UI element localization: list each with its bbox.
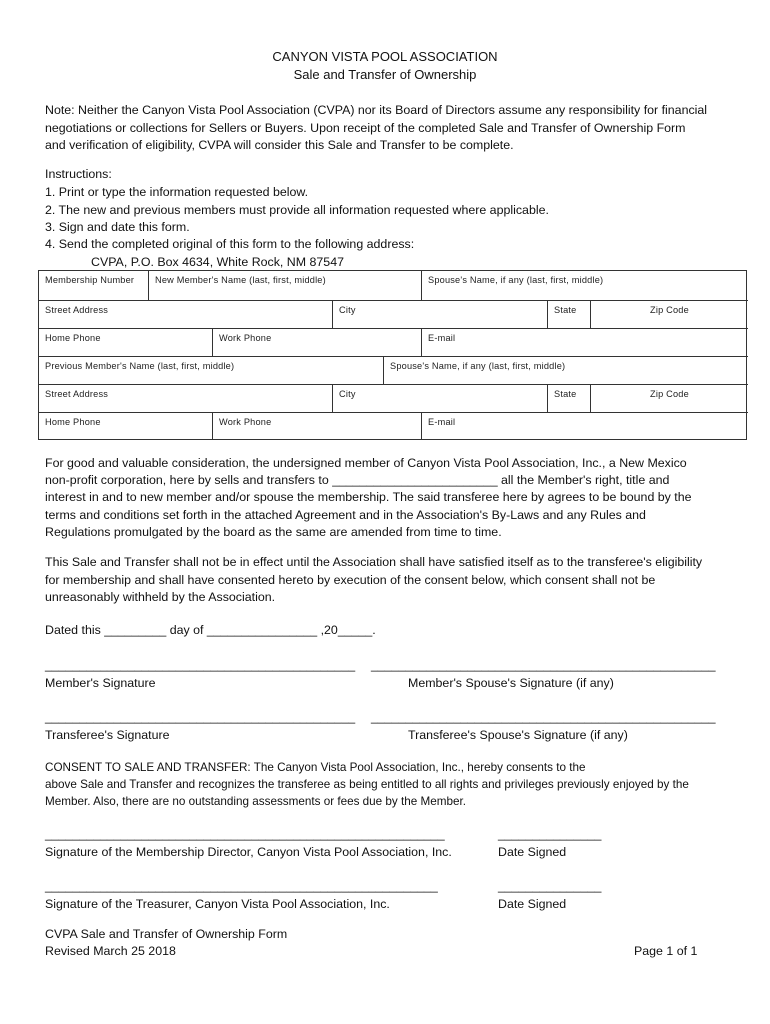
field-label: City bbox=[339, 389, 356, 399]
member-signature-label: Member's Signature bbox=[45, 676, 156, 690]
director-signature-line[interactable]: __________________________________________________________ bbox=[45, 827, 445, 841]
new-zip-code-field[interactable] bbox=[591, 301, 748, 329]
new-work-phone-field[interactable] bbox=[213, 329, 422, 357]
field-label: Spouse's Name, if any (last, first, middle) bbox=[390, 361, 566, 371]
field-label: Spouse's Name, if any (last, first, middle) bbox=[428, 275, 604, 285]
previous-member-name-field[interactable] bbox=[39, 357, 384, 385]
new-spouse-name-field[interactable] bbox=[422, 271, 748, 301]
new-state-field[interactable] bbox=[548, 301, 591, 329]
membership-number-field[interactable] bbox=[39, 271, 149, 301]
director-date-label: Date Signed bbox=[498, 845, 567, 859]
new-home-phone-field[interactable] bbox=[39, 329, 213, 357]
consent-line: CONSENT TO SALE AND TRANSFER: The Canyon Vista Pool Association, Inc., hereby consents to the bbox=[45, 761, 586, 774]
new-city-field[interactable] bbox=[333, 301, 548, 329]
instructions-heading: Instructions: bbox=[45, 167, 112, 181]
treasurer-date-label: Date Signed bbox=[498, 897, 567, 911]
field-label: Street Address bbox=[45, 305, 109, 315]
mailing-address: CVPA, P.O. Box 4634, White Rock, NM 87547 bbox=[91, 255, 344, 269]
agreement-line: non-profit corporation, here by sells and transfers to ________________________ all the Member's right, title and bbox=[45, 473, 670, 487]
dated-line[interactable]: Dated this _________ day of ________________ ,20_____. bbox=[45, 623, 376, 637]
new-member-name-field[interactable] bbox=[149, 271, 422, 301]
field-label: Membership Number bbox=[45, 275, 135, 285]
treasurer-date-line[interactable]: _______________ bbox=[498, 879, 602, 893]
agreement-line: terms and conditions set forth in the attached Agreement and in the Association's By-Laws and any Rules and bbox=[45, 508, 646, 522]
instruction-item: 4. Send the completed original of this form to the following address: bbox=[45, 237, 415, 251]
instruction-item: 3. Sign and date this form. bbox=[45, 220, 190, 234]
field-label: Work Phone bbox=[219, 333, 272, 343]
agreement-line: interest in and to new member and/or spouse the membership. The said transferee here by agrees to be bound by the bbox=[45, 490, 692, 504]
field-label: Previous Member's Name (last, first, middle) bbox=[45, 361, 235, 371]
instruction-item: 2. The new and previous members must provide all information requested where applicable. bbox=[45, 203, 549, 217]
footer-form-name: CVPA Sale and Transfer of Ownership Form bbox=[45, 927, 288, 941]
transferee-signature-label: Transferee's Signature bbox=[45, 728, 170, 742]
previous-street-address-field[interactable] bbox=[39, 385, 333, 413]
field-label: Work Phone bbox=[219, 417, 272, 427]
note-line: and verification of eligibility, CVPA will consider this Sale and Transfer to be complete. bbox=[45, 138, 514, 152]
previous-home-phone-field[interactable] bbox=[39, 413, 213, 439]
field-label: Zip Code bbox=[650, 389, 689, 399]
field-label: Home Phone bbox=[45, 417, 101, 427]
field-label: Zip Code bbox=[650, 305, 689, 315]
consent-line: above Sale and Transfer and recognizes the transferee as being entitled to all rights and privileges previously enjoyed by the bbox=[45, 778, 689, 791]
director-date-line[interactable]: _______________ bbox=[498, 827, 602, 841]
previous-spouse-name-field[interactable] bbox=[384, 357, 748, 385]
member-spouse-signature-line[interactable]: __________________________________________________ bbox=[371, 658, 716, 672]
footer-page-number: Page 1 of 1 bbox=[634, 944, 698, 958]
transferee-signature-line[interactable]: _____________________________________________ bbox=[45, 710, 356, 724]
previous-zip-code-field[interactable] bbox=[591, 385, 748, 413]
director-signature-label: Signature of the Membership Director, Canyon Vista Pool Association, Inc. bbox=[45, 845, 452, 859]
field-label: New Member's Name (last, first, middle) bbox=[155, 275, 326, 285]
field-label: State bbox=[554, 305, 577, 315]
transferee-spouse-signature-line[interactable]: __________________________________________________ bbox=[371, 710, 716, 724]
field-label: State bbox=[554, 389, 577, 399]
field-label: City bbox=[339, 305, 356, 315]
previous-state-field[interactable] bbox=[548, 385, 591, 413]
eligibility-line: for membership and shall have consented hereto by execution of the consent below, which consent shall not be bbox=[45, 573, 656, 587]
previous-work-phone-field[interactable] bbox=[213, 413, 422, 439]
field-label: E-mail bbox=[428, 333, 456, 343]
treasurer-signature-line[interactable]: _________________________________________________________ bbox=[45, 879, 438, 893]
eligibility-line: unreasonably withheld by the Association. bbox=[45, 590, 276, 604]
member-spouse-signature-label: Member's Spouse's Signature (if any) bbox=[408, 676, 614, 690]
footer-revised: Revised March 25 2018 bbox=[45, 944, 176, 958]
form-title: Sale and Transfer of Ownership bbox=[293, 67, 477, 82]
field-label: Home Phone bbox=[45, 333, 101, 343]
member-signature-line[interactable]: _____________________________________________ bbox=[45, 658, 356, 672]
org-title: CANYON VISTA POOL ASSOCIATION bbox=[272, 49, 498, 64]
agreement-line: Regulations promulgated by the board as the same are amended from time to time. bbox=[45, 525, 502, 539]
member-info-table bbox=[38, 270, 747, 440]
previous-city-field[interactable] bbox=[333, 385, 548, 413]
eligibility-line: This Sale and Transfer shall not be in effect until the Association shall have satisfied itself as to the transferee's eligibility bbox=[45, 555, 703, 569]
agreement-line: For good and valuable consideration, the undersigned member of Canyon Vista Pool Association, Inc., a New Mexico bbox=[45, 456, 687, 470]
note-line: negotiations or collections for Sellers or Buyers. Upon receipt of the completed Sale and Transfer of Ownership Form bbox=[45, 121, 686, 135]
field-label: E-mail bbox=[428, 417, 456, 427]
treasurer-signature-label: Signature of the Treasurer, Canyon Vista Pool Association, Inc. bbox=[45, 897, 390, 911]
new-street-address-field[interactable] bbox=[39, 301, 333, 329]
new-email-field[interactable] bbox=[422, 329, 748, 357]
instruction-item: 1. Print or type the information requested below. bbox=[45, 185, 309, 199]
transferee-spouse-signature-label: Transferee's Spouse's Signature (if any) bbox=[408, 728, 628, 742]
note-line: Note: Neither the Canyon Vista Pool Association (CVPA) nor its Board of Directors assume any responsibility for financial bbox=[45, 103, 708, 117]
consent-line: Member. Also, there are no outstanding assessments or fees due by the Member. bbox=[45, 795, 466, 808]
previous-email-field[interactable] bbox=[422, 413, 748, 439]
field-label: Street Address bbox=[45, 389, 109, 399]
